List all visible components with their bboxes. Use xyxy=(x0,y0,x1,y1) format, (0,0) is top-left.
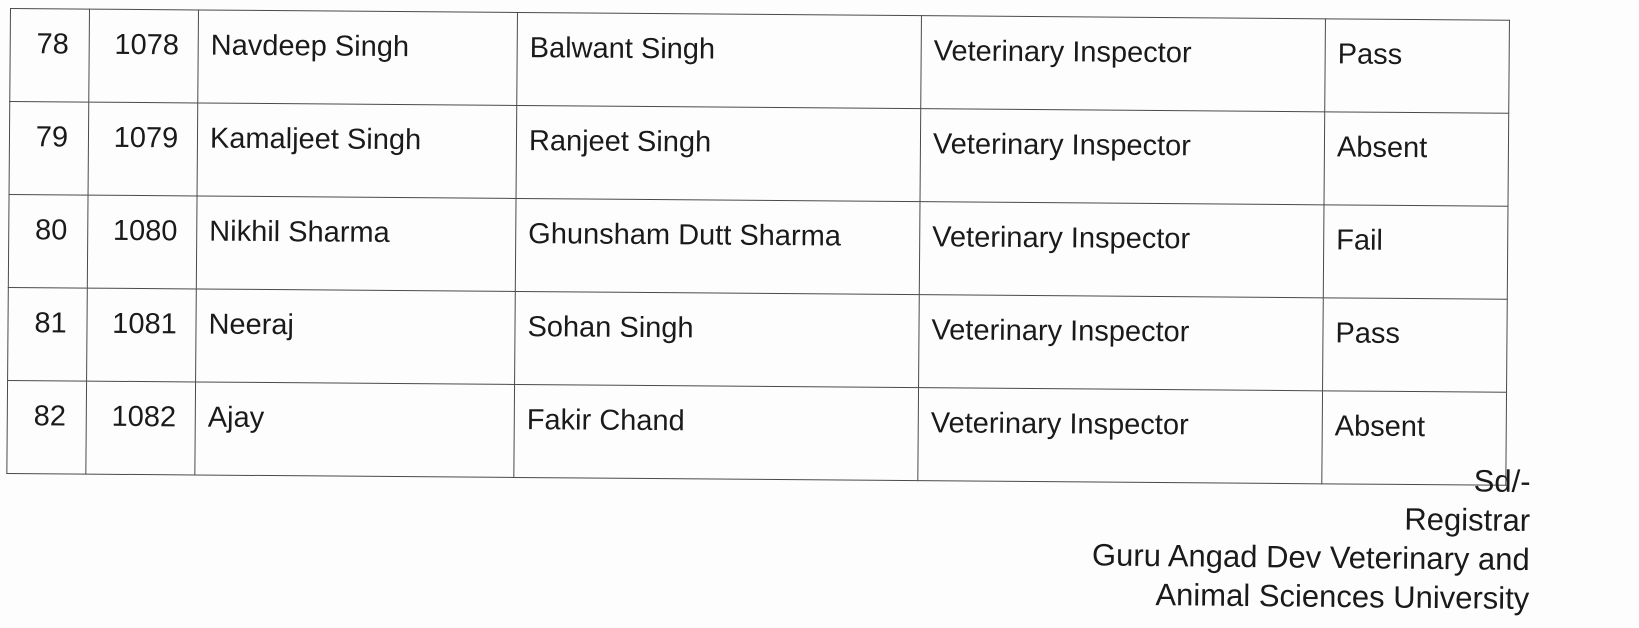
serial-number-cell: 82 xyxy=(7,380,87,474)
registrar-designation: Registrar xyxy=(1404,501,1531,538)
roll-number-cell: 1079 xyxy=(88,102,198,196)
serial-number-cell: 81 xyxy=(8,287,88,381)
result-cell: Absent xyxy=(1324,112,1509,206)
father-name-cell: Balwant Singh xyxy=(517,12,922,108)
serial-number-cell: 79 xyxy=(9,102,89,196)
table-row xyxy=(8,287,1508,392)
roll-number-cell: 1082 xyxy=(86,381,196,475)
table-row xyxy=(10,9,1510,114)
post-cell: Veterinary Inspector xyxy=(921,16,1326,112)
result-cell: Absent xyxy=(1322,391,1507,485)
father-name-cell: Ghunsham Dutt Sharma xyxy=(515,198,920,294)
father-name-cell: Ranjeet Singh xyxy=(516,105,921,201)
results-table xyxy=(6,8,1510,486)
post-cell: Veterinary Inspector xyxy=(919,202,1324,298)
result-cell: Pass xyxy=(1323,298,1508,392)
candidate-name-cell: Nikhil Sharma xyxy=(196,196,516,292)
signature-block xyxy=(1092,457,1531,618)
post-cell: Veterinary Inspector xyxy=(919,295,1324,391)
serial-number-cell: 78 xyxy=(10,9,90,103)
result-cell: Pass xyxy=(1325,19,1510,113)
roll-number-cell: 1080 xyxy=(87,195,197,289)
candidate-name-cell: Ajay xyxy=(195,382,515,478)
sd-mark: Sd/- xyxy=(1473,463,1531,499)
father-name-cell: Fakir Chand xyxy=(514,384,919,480)
table-row xyxy=(9,102,1509,207)
university-name-line-1: Guru Angad Dev Veterinary and xyxy=(1092,537,1531,577)
roll-number-cell: 1081 xyxy=(87,288,197,382)
post-cell: Veterinary Inspector xyxy=(918,388,1323,484)
table-row xyxy=(8,194,1508,299)
serial-number-cell: 80 xyxy=(8,194,88,288)
father-name-cell: Sohan Singh xyxy=(515,291,920,387)
candidate-name-cell: Navdeep Singh xyxy=(198,10,518,106)
candidate-name-cell: Kamaljeet Singh xyxy=(197,103,517,199)
result-cell: Fail xyxy=(1323,205,1508,299)
post-cell: Veterinary Inspector xyxy=(920,109,1325,205)
candidate-name-cell: Neeraj xyxy=(196,289,516,385)
university-name-line-2: Animal Sciences University xyxy=(1155,577,1530,616)
roll-number-cell: 1078 xyxy=(89,9,199,103)
